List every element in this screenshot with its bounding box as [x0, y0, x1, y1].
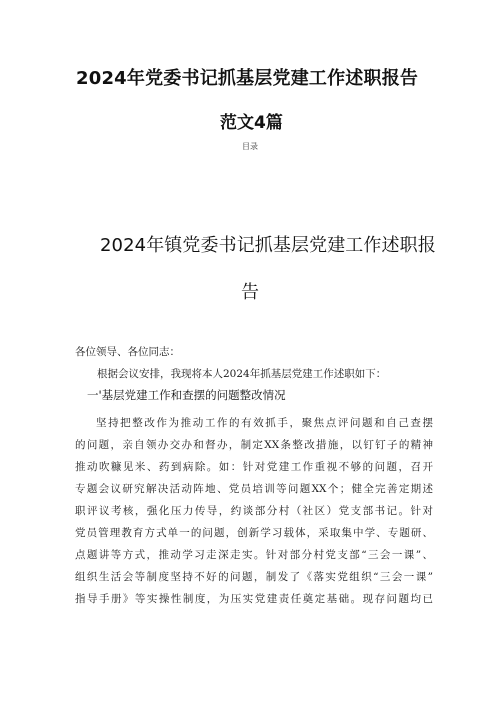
table-of-contents-label[interactable]: 目录	[242, 142, 258, 151]
paragraph-line: 党员管理教育方式单一的问题，创新学习载体，采取集中学、专题研、	[75, 527, 433, 539]
section-title: 2024年镇党委书记抓基层党建工作述职报	[100, 235, 436, 256]
paragraph-line: 的问题，亲自领办交办和督办，制定XX条整改措施，以钉钉子的精神	[75, 439, 433, 451]
section-title-continued: 告	[241, 282, 259, 303]
paragraph-line: 坚持把整改作为推动工作的有效抓手，聚焦点评问题和自己查摆	[96, 417, 433, 429]
greeting-text: 各位领导、各位同志：	[75, 346, 180, 358]
paragraph-line: 组织生活会等制度坚持不好的问题，制发了《落实党组织“三会一课”	[75, 571, 433, 583]
section-heading: 一'基层党建工作和查摆的问题整改情况	[87, 388, 286, 402]
body-paragraph	[75, 412, 433, 610]
intro-text: 根据会议安排，我现将本人2024年抓基层党建工作述职如下：	[97, 368, 387, 380]
paragraph-line: 职评议考核，强化压力传导，约谈部分村（社区）党支部书记。针对	[75, 505, 433, 517]
paragraph-line: 专题会议研究解决活动阵地、党员培训等问题XX个；健全完善定期述	[75, 483, 433, 495]
document-title-suffix: 范文4篇	[220, 113, 283, 133]
paragraph-line: 推动吹糠见米、药到病除。如：针对党建工作重视不够的问题，召开	[75, 461, 433, 473]
document-title: 2024年党委书记抓基层党建工作述职报告	[76, 68, 419, 89]
paragraph-line: 指导手册》等实操性制度，为压实党建责任奠定基础。现存问题均已	[75, 593, 433, 605]
paragraph-line: 点题讲等方式，推动学习走深走实。针对部分村党支部“三会一课”、	[75, 549, 433, 561]
